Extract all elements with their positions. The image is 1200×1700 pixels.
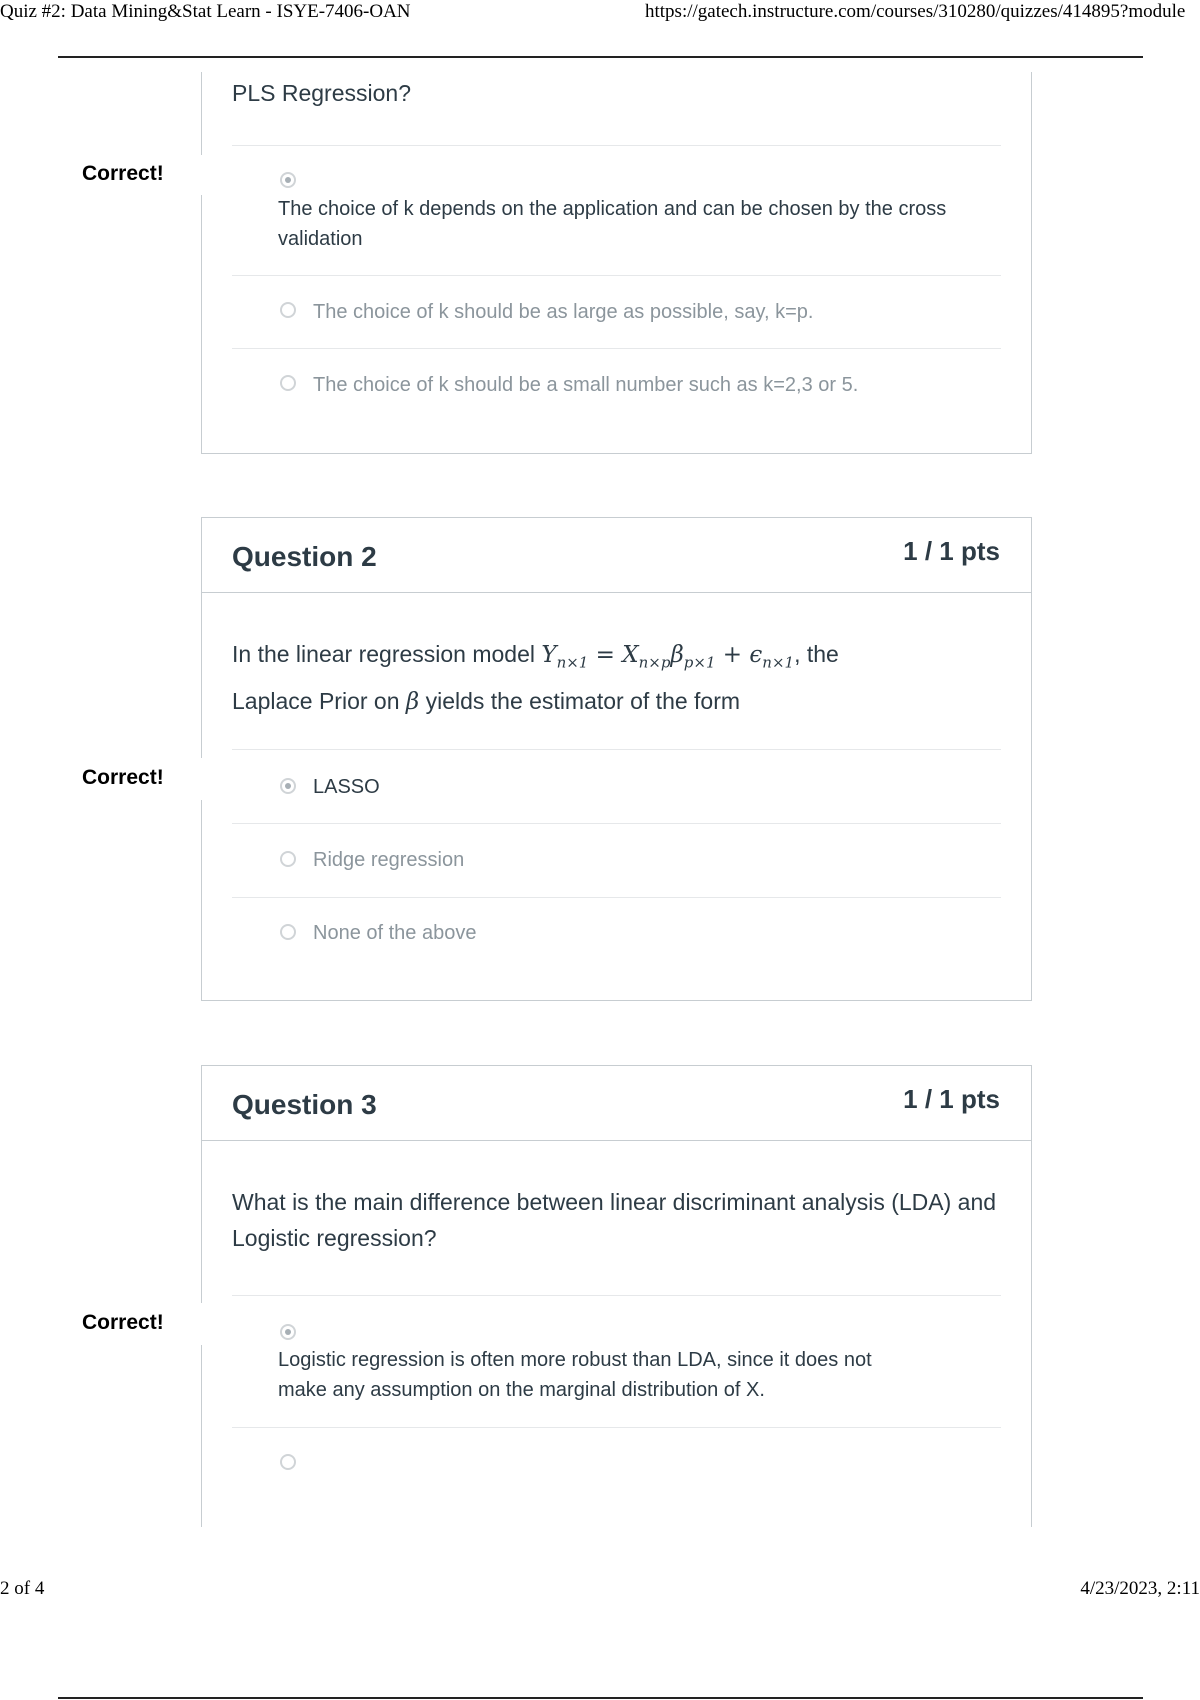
question-3-card bbox=[201, 1065, 1032, 1527]
q2-answer-divider-1 bbox=[232, 823, 1001, 824]
question-3-divider bbox=[232, 1295, 1001, 1296]
question-2-card bbox=[201, 517, 1032, 1001]
header-rule bbox=[58, 56, 1143, 58]
print-datetime: 4/23/2023, 2:11 bbox=[1080, 1578, 1200, 1599]
q2-answer-3-text: None of the above bbox=[313, 922, 477, 944]
question-1-card bbox=[201, 72, 1032, 454]
q2-answer-2-radio[interactable] bbox=[280, 851, 296, 867]
q1-answer-3-text: The choice of k should be a small number such as k=2,3 or 5. bbox=[313, 374, 859, 396]
q3-answer-divider-1 bbox=[232, 1427, 1001, 1428]
q2-gutter-gap bbox=[200, 758, 202, 800]
footer-rule bbox=[58, 1697, 1143, 1699]
print-page-title: Quiz #2: Data Mining&Stat Learn - ISYE-7406-OAN bbox=[0, 1, 411, 22]
q1-answer-divider-1 bbox=[232, 275, 1001, 276]
question-3-header bbox=[202, 1066, 1031, 1141]
q2-answer-divider-2 bbox=[232, 897, 1001, 898]
q2-answer-2-text: Ridge regression bbox=[313, 849, 465, 871]
math-X: $X_{n\times p}\beta_{p\times 1}$ bbox=[622, 642, 716, 672]
q1-answer-2-radio[interactable] bbox=[280, 302, 296, 318]
q1-answer-3-radio[interactable] bbox=[280, 375, 296, 391]
question-1-prompt: PLS Regression? bbox=[232, 80, 411, 106]
question-2-prompt: In the linear regression model $Y_{n\times 1} = X_{n\times p}\beta_{p\times 1} + \epsilon_{n\times 1}$, the Laplace Prior on β yields the estimator of the form bbox=[232, 641, 839, 715]
print-page-number: 2 of 4 bbox=[0, 1578, 45, 1599]
q3-answer-1-radio[interactable] bbox=[280, 1324, 296, 1340]
q1-correct-label: Correct! bbox=[82, 162, 164, 185]
math-epsilon: $\epsilon_{n\times 1}$ bbox=[749, 642, 795, 672]
q2-answer-1-text: LASSO bbox=[313, 776, 380, 798]
question-2-header bbox=[202, 518, 1031, 593]
print-header bbox=[0, 0, 1200, 26]
question-3-prompt: What is the main difference between linear discriminant analysis (LDA) and Logistic regression? bbox=[232, 1189, 997, 1251]
question-3-title: Question 3 bbox=[232, 1089, 377, 1120]
q2-correct-label: Correct! bbox=[82, 766, 164, 789]
math-Y: $Y_{n\times 1}$ bbox=[541, 642, 589, 672]
q1-answer-2-text: The choice of k should be as large as possible, say, k=p. bbox=[313, 301, 814, 323]
q3-answer-2-radio[interactable] bbox=[280, 1454, 296, 1470]
question-2-title: Question 2 bbox=[232, 541, 377, 572]
q1-answer-1-text: The choice of k depends on the application and can be chosen by the cross validation bbox=[278, 198, 947, 250]
question-2-points: 1 / 1 pts bbox=[903, 536, 1000, 566]
question-3-points: 1 / 1 pts bbox=[903, 1084, 1000, 1114]
question-2-divider bbox=[232, 749, 1001, 750]
q2-answer-1-radio[interactable] bbox=[280, 778, 296, 794]
question-1-divider bbox=[232, 145, 1001, 146]
q1-answer-1-radio[interactable] bbox=[280, 172, 296, 188]
q3-answer-1-text: Logistic regression is often more robust than LDA, since it does not make any assumption on the marginal distribution of X. bbox=[278, 1349, 872, 1401]
q1-gutter-gap bbox=[200, 155, 202, 195]
q1-answer-divider-2 bbox=[232, 348, 1001, 349]
math-beta: β bbox=[405, 688, 420, 715]
q3-gutter-gap bbox=[200, 1303, 202, 1345]
q3-correct-label: Correct! bbox=[82, 1311, 164, 1334]
print-url[interactable]: https://gatech.instructure.com/courses/310280/quizzes/414895?module bbox=[645, 1, 1186, 22]
q2-answer-3-radio[interactable] bbox=[280, 924, 296, 940]
